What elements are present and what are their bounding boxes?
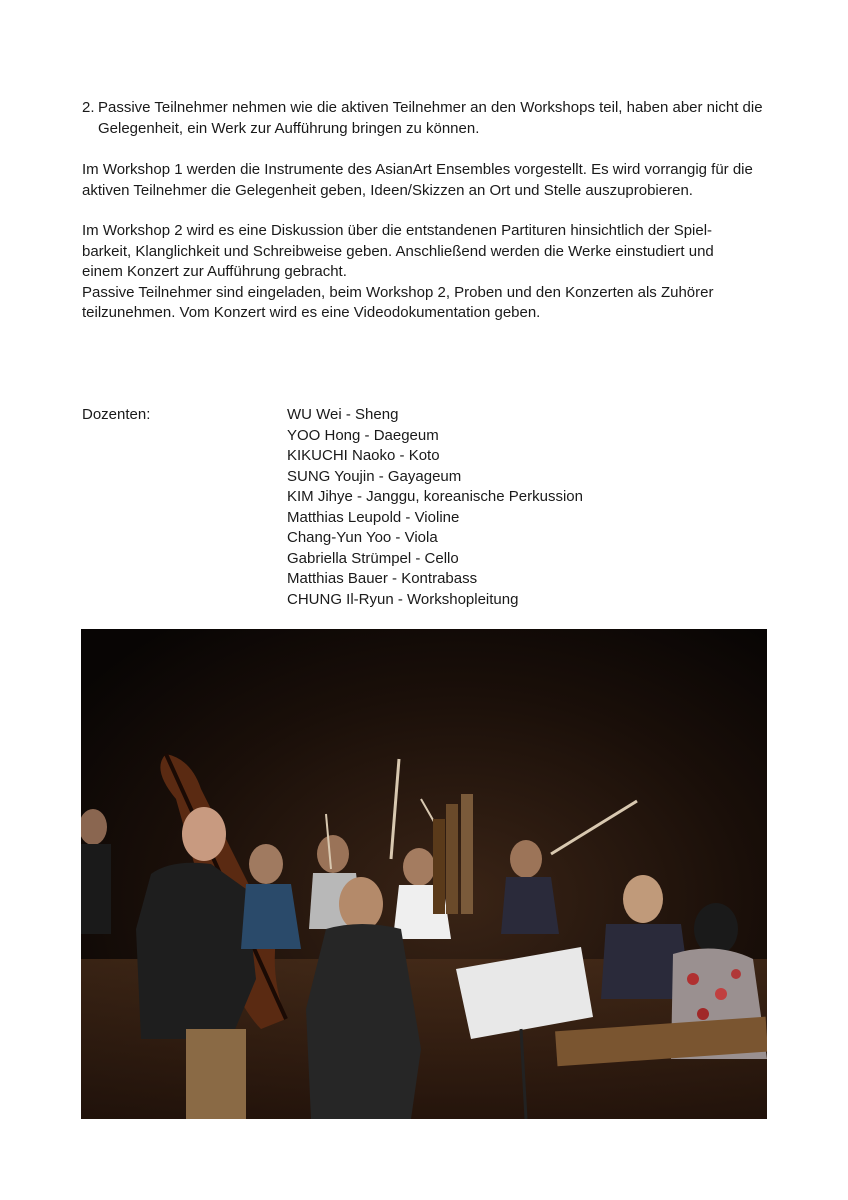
workshop2-paragraph (82, 221, 772, 324)
list-item-passive-participants (82, 98, 772, 139)
workshop2-line-3: einem Konzert zur Aufführung gebracht. (82, 263, 347, 280)
lecturer-item: Matthias Leupold - Violine (287, 508, 460, 526)
list-item-text: Passive Teilnehmer nehmen wie die aktiven Teilnehmer an den Workshops teil, haben aber nicht die Gelegenheit, ein Werk zur Aufführung bringen zu können. (98, 99, 763, 137)
lecturer-item: KIM Jihye - Janggu, koreanische Perkussion (287, 488, 583, 505)
workshop1-paragraph: Im Workshop 1 werden die Instrumente des AsianArt Ensembles vorgestellt. Es wird vorrangig für die aktiven Teilnehmer die Gelegenheit geben, Ideen/Skizzen an Ort und Stelle auszuprobieren. (82, 161, 753, 199)
lecturer-item: WU Wei - Sheng (287, 406, 399, 423)
workshop2-line-1: Im Workshop 2 wird es eine Diskussion über die entstandenen Partituren hinsichtlich der Spiel- (82, 222, 713, 239)
workshop2-line-5: teilzunehmen. Vom Konzert wird es eine Videodokumentation geben. (82, 304, 541, 321)
lecturer-item: YOO Hong - Daegeum (287, 426, 439, 444)
workshop2-line-2: barkeit, Klanglichkeit und Schreibweise geben. Anschließend werden die Werke einstudiert und (82, 242, 714, 260)
ensemble-photo-illustration (81, 629, 767, 1119)
ensemble-photo (81, 629, 767, 1119)
lecturer-item: Gabriella Strümpel - Cello (287, 549, 459, 567)
lecturer-item: KIKUCHI Naoko - Koto (287, 447, 440, 464)
lecturer-item: Matthias Bauer - Kontrabass (287, 570, 478, 587)
workshop2-line-4: Passive Teilnehmer sind eingeladen, beim Workshop 2, Proben und den Konzerten als Zuhörer (82, 283, 714, 301)
lecturers-list (287, 405, 583, 610)
lecturer-item: SUNG Youjin - Gayageum (287, 467, 462, 485)
list-number: 2. (82, 99, 95, 116)
lecturers-label: Dozenten: (82, 406, 151, 423)
lecturer-item: CHUNG Il-Ryun - Workshopleitung (287, 590, 519, 608)
lecturer-item: Chang-Yun Yoo - Viola (287, 529, 438, 546)
